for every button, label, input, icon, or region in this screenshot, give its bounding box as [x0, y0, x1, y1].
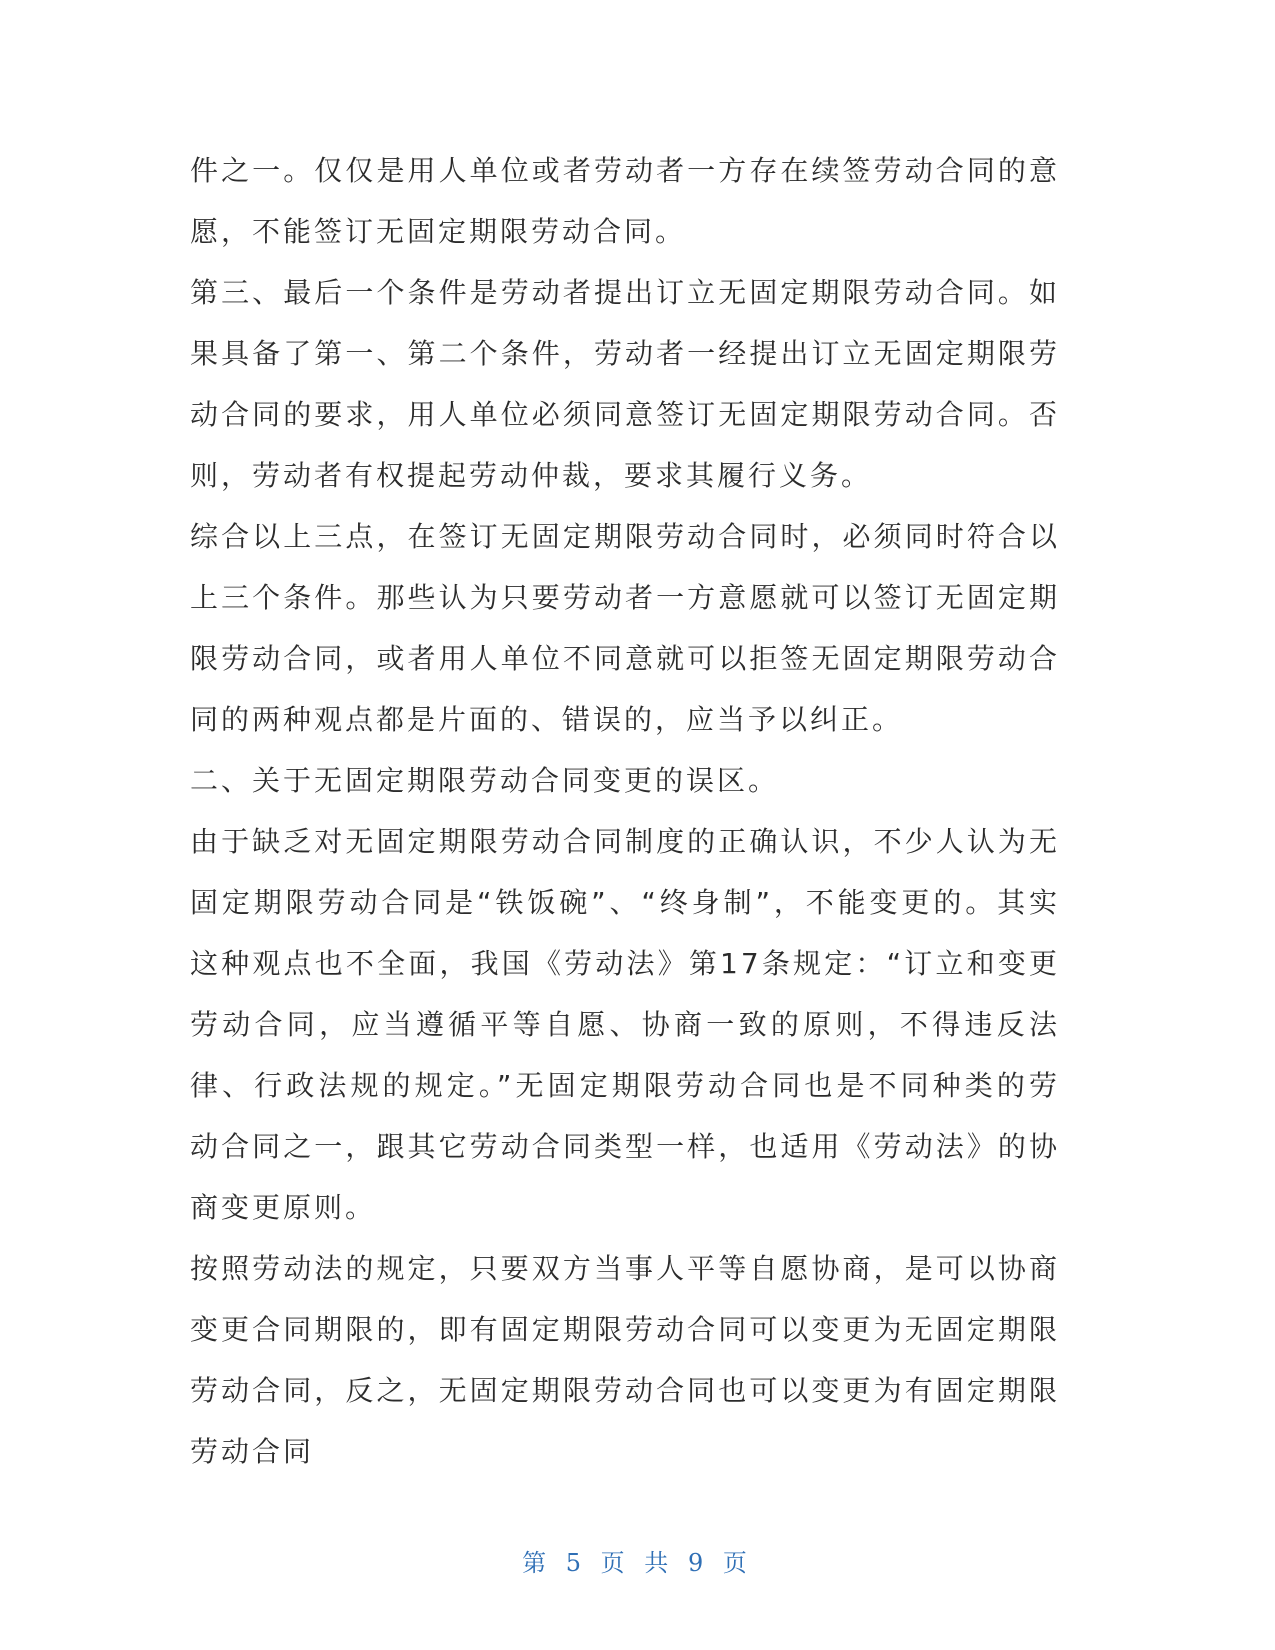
paragraph-3: 综合以上三点，在签订无固定期限劳动合同时，必须同时符合以上三个条件。那些认为只要劳动者一方意愿就可以签订无固定期限劳动合同，或者用人单位不同意就可以拒签无固定期限劳动合同的两种观点都是片面的、错误的，应当予以纠正。	[190, 520, 1060, 736]
paragraph-4: 由于缺乏对无固定期限劳动合同制度的正确认识，不少人认为无固定期限劳动合同是“铁饭碗”、“终身制”，不能变更的。其实这种观点也不全面，我国《劳动法》第17条规定：“订立和变更劳动合同，应当遵循平等自愿、协商一致的原则，不得违反法律、行政法规的规定。”无固定期限劳动合同也是不同种类的劳动合同之一，跟其它劳动合同类型一样，也适用《劳动法》的协商变更原则。	[190, 825, 1060, 1224]
section-heading: 二、关于无固定期限劳动合同变更的误区。	[190, 764, 780, 797]
paragraph-1: 件之一。仅仅是用人单位或者劳动者一方存在续签劳动合同的意愿，不能签订无固定期限劳动合同。	[190, 154, 1060, 248]
document-body	[190, 140, 1060, 1482]
page-number-footer: 第 5 页 共 9 页	[522, 1549, 753, 1577]
paragraph-5: 按照劳动法的规定，只要双方当事人平等自愿协商，是可以协商变更合同期限的，即有固定期限劳动合同可以变更为无固定期限劳动合同，反之，无固定期限劳动合同也可以变更为有固定期限劳动合同	[190, 1252, 1060, 1468]
paragraph-2: 第三、最后一个条件是劳动者提出订立无固定期限劳动合同。如果具备了第一、第二个条件，劳动者一经提出订立无固定期限劳动合同的要求，用人单位必须同意签订无固定期限劳动合同。否则，劳动者有权提起劳动仲裁，要求其履行义务。	[190, 276, 1060, 492]
